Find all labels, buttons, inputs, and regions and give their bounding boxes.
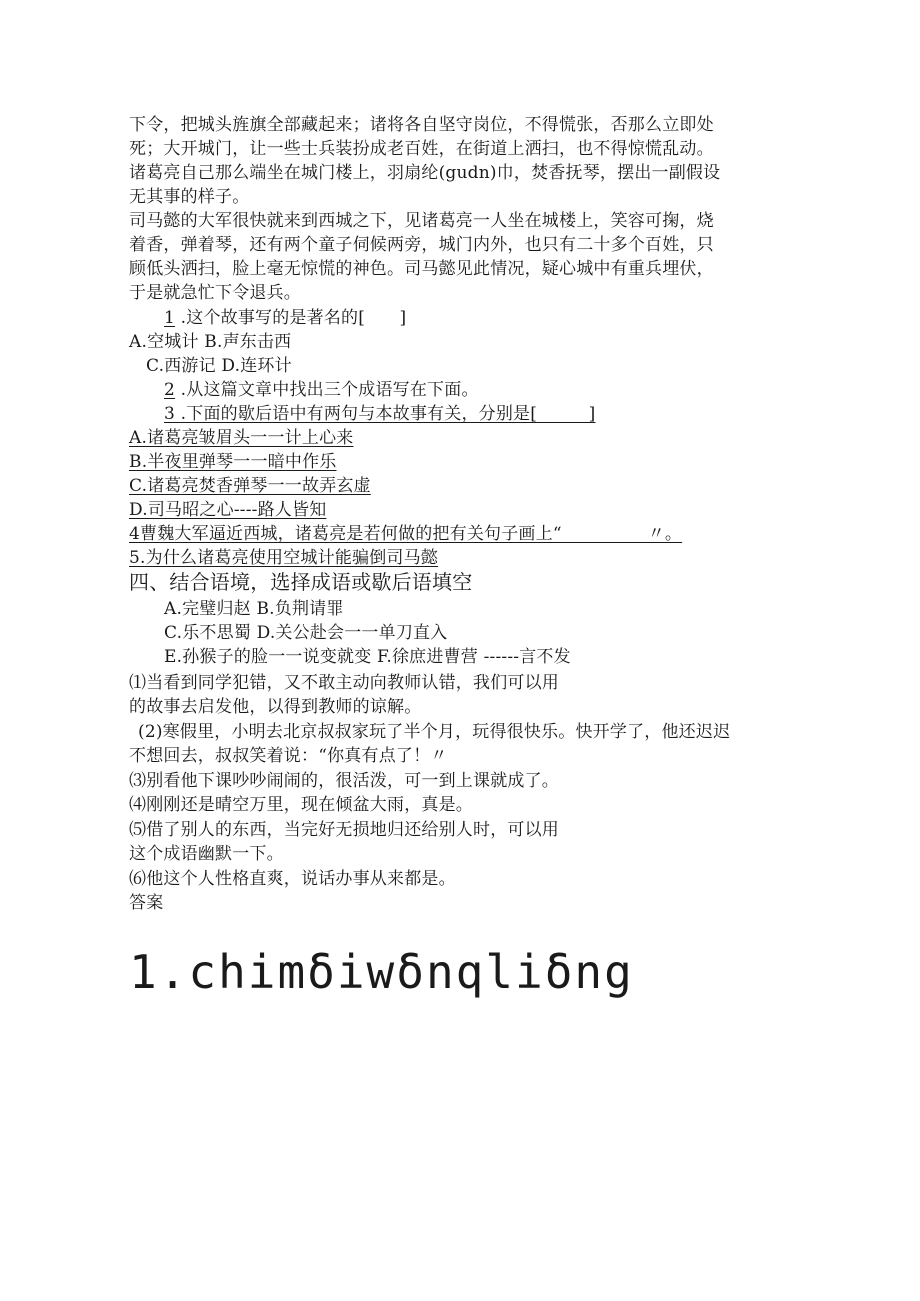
section-4-heading: 四、结合语境，选择成语或歇后语填空 [129,570,473,594]
passage-line: 下令，把城头旌旗全部藏起来；诸将各自坚守岗位，不得慌张，否那么立即处 [129,115,714,135]
passage-line: 司马懿的大军很快就来到西城之下，见诸葛亮一人坐在城楼上，笑容可掬，烧 [129,211,714,231]
question-1-text: .这个故事写的是著名的[ ] [180,308,407,328]
question-2-number: 2 [164,380,176,400]
section-4-item: 的故事去启发他，以得到教师的谅解。 [129,697,422,717]
question-3-number: 3 [164,404,176,424]
passage-line: 于是就急忙下令退兵。 [129,283,301,303]
section-4-item: 不想回去，叔叔笑着说：“你真有点了！〃 [129,746,448,766]
section-4-item: ⑹他这个人性格直爽，说话办事从来都是。 [129,869,456,889]
question-3-option-a: A.诸葛亮皱眉头一一计上心来 [129,428,354,448]
answer-line-1: 1.chimδiwδnqliδng [129,945,634,999]
question-1-number: 1 [164,308,176,328]
section-4-item: 这个成语幽默一下。 [129,844,284,864]
question-1-options-cd: C.西游记 D.连环计 [146,356,292,376]
question-2-text: .从这篇文章中找出三个成语写在下面。 [180,380,479,400]
question-3-option-d: D.司马昭之心----路人皆知 [129,500,327,520]
question-1-options-ab: A.空城计 B.声东击西 [129,332,292,352]
section-4-item: ⑷刚刚还是晴空万里，现在倾盆大雨，真是。 [129,795,473,815]
passage-line: 无其事的样子。 [129,187,250,207]
question-2 [164,378,479,402]
passage-line: 死；大开城门，让一些士兵装扮成老百姓，在街道上洒扫，也不得惊慌乱动。 [129,139,714,159]
section-4-item: ⑴当看到同学犯错，又不敢主动向教师认错，我们可以用 [129,673,559,693]
question-3-text: .下面的歇后语中有两句与本故事有关，分别是[ ] [180,404,596,424]
question-4: 4曹魏大军逼近西城，诸葛亮是若何做的把有关句子画上“ 〃。 [129,524,683,544]
question-3 [164,402,596,426]
question-5: 5.为什么诸葛亮使用空城计能骗倒司马懿 [129,548,439,568]
section-4-options-ef: E.孙猴子的脸一一说变就变 F.徐庶进曹营 ------言不发 [164,647,571,667]
passage-line: 着香，弹着琴，还有两个童子伺候两旁，城门内外，也只有二十多个百姓，只 [129,235,714,255]
section-4-options-cd: C.乐不思蜀 D.关公赴会一一单刀直入 [164,623,448,643]
question-3-option-c: C.诸葛亮焚香弹琴一一故弄玄虚 [129,476,371,496]
question-3-option-b: B.半夜里弹琴一一暗中作乐 [129,452,337,472]
passage-line: 顾低头洒扫，脸上毫无惊慌的神色。司马懿见此情况，疑心城中有重兵埋伏， [129,259,714,279]
section-4-item: ⑸借了别人的东西，当完好无损地归还给别人时，可以用 [129,820,559,840]
section-4-item: ⑶别看他下课吵吵闹闹的，很活泼，可一到上课就成了。 [129,771,559,791]
section-4-options-ab: A.完璧归赵 B.负荆请罪 [164,599,344,619]
passage-line: 诸葛亮自己那么端坐在城门楼上，羽扇纶(gudn)巾，焚香抚琴，摆出一副假设 [129,163,721,183]
answers-label: 答案 [129,893,164,913]
section-4-item: (2)寒假里，小明去北京叔叔家玩了半个月，玩得很快乐。快开学了，他还迟迟 [138,722,731,742]
question-1 [164,306,406,330]
